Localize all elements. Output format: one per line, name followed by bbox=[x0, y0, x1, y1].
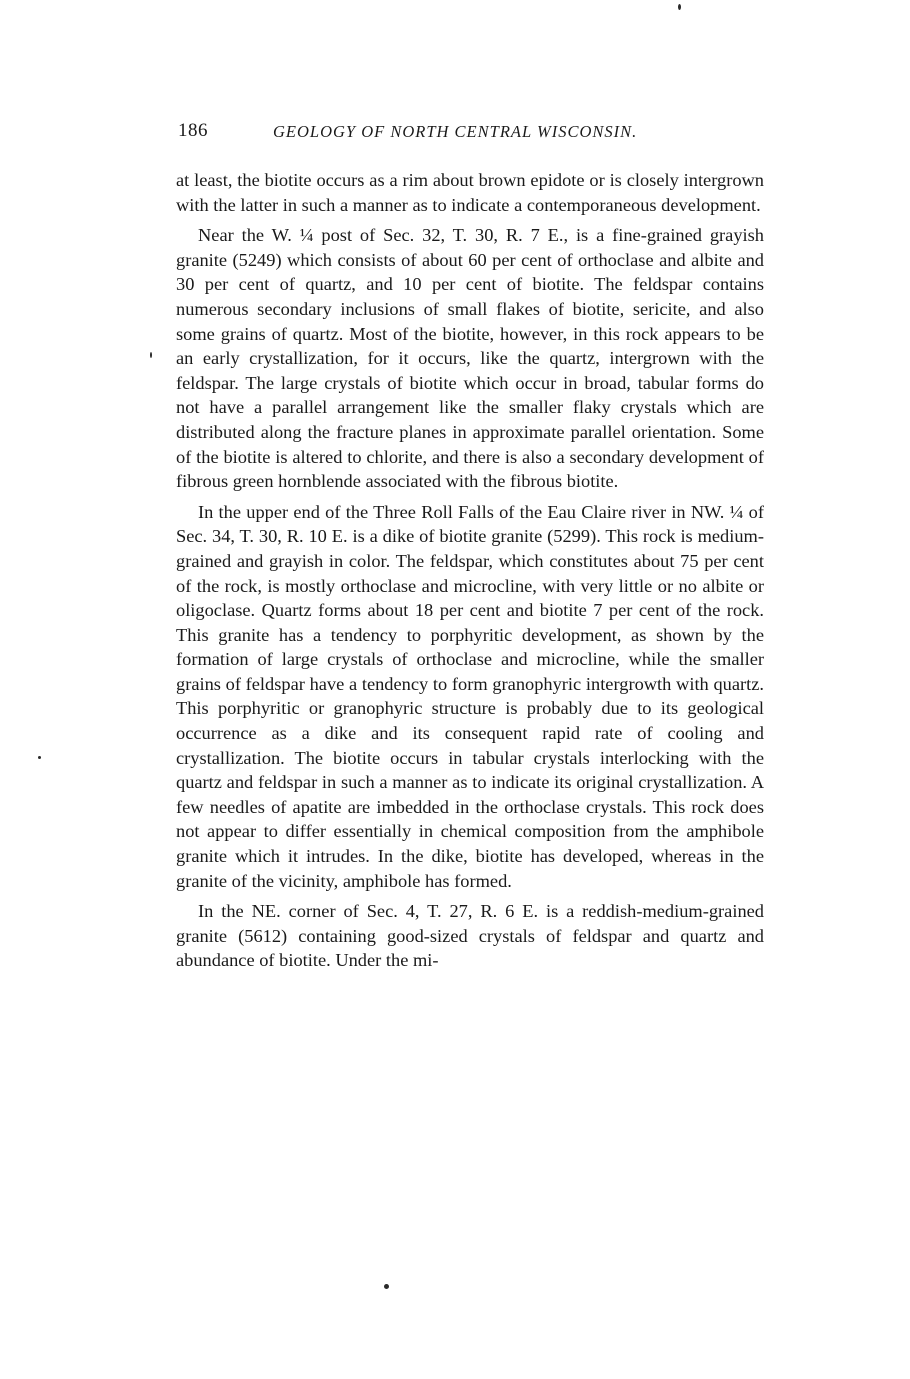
ink-speck bbox=[150, 352, 152, 358]
page-number: 186 bbox=[178, 120, 208, 141]
paragraph-continuation: at least, the biotite occurs as a rim about brown epidote or is closely intergrown with the latter in such a manner as to indicate a contemporaneous development. bbox=[176, 170, 764, 215]
running-title: GEOLOGY OF NORTH CENTRAL WISCONSIN. bbox=[273, 122, 638, 141]
ink-speck bbox=[678, 4, 681, 10]
paragraph-three-roll-falls: In the upper end of the Three Roll Falls of the Eau Claire river in NW. ¼ of Sec. 34, T. 30, R. 10 E. is a dike of biotite granite (5299). This rock is medium-grained and grayish in color. The feldspar, which constitutes about 75 per cent of the rock, is mostly orthoclase and microcline, with very little or no albite or oligoclase. Quartz forms about 18 per cent and biotite 7 per cent of the rock. This granite has a tendency to porphyritic development, as shown by the formation of large crystals of orthoclase and microcline, while the smaller grains of feldspar have a tendency to form granophyric intergrowth with quartz. This porphyritic or granophyric structure is probably due to its geological occurrence as a dike and its consequent rapid rate of cooling and crystallization. The biotite occurs in tabular crystals interlocking with the quartz and feldspar in such a manner as to indicate its original crystallization. A few needles of apatite are imbedded in the orthoclase crystals. This rock does not appear to differ essentially in chemical composition from the amphibole granite which it intrudes. In the dike, biotite has developed, whereas in the granite of the vicinity, amphibole has formed. bbox=[176, 501, 764, 891]
body-text bbox=[176, 168, 764, 979]
running-head bbox=[178, 120, 768, 146]
paragraph-sec-32: Near the W. ¼ post of Sec. 32, T. 30, R. 7 E., is a fine-grained grayish granite (5249) which consists of about 60 per cent of orthoclase and albite and 30 per cent of quartz, and 10 per cent of biotite. The feldspar contains numerous secondary inclusions of small flakes of biotite, sericite, and also some grains of quartz. Most of the biotite, however, in this rock appears to be an early crystallization, for it occurs, like the quartz, intergrown with the feldspar. The large crystals of biotite which occur in broad, tabular forms do not have a parallel arrangement like the smaller flaky crystals which are distributed along the fracture planes in approximate parallel orientation. Some of the biotite is altered to chlorite, and there is also a secondary development of fibrous green hornblende associated with the fibrous biotite. bbox=[176, 225, 764, 492]
ink-speck bbox=[38, 756, 41, 759]
ink-speck bbox=[384, 1284, 389, 1289]
paragraph-sec-4: In the NE. corner of Sec. 4, T. 27, R. 6 E. is a reddish-medium-grained granite (5612) containing good-sized crystals of feldspar and quartz and abundance of biotite. Under the mi- bbox=[176, 901, 764, 971]
